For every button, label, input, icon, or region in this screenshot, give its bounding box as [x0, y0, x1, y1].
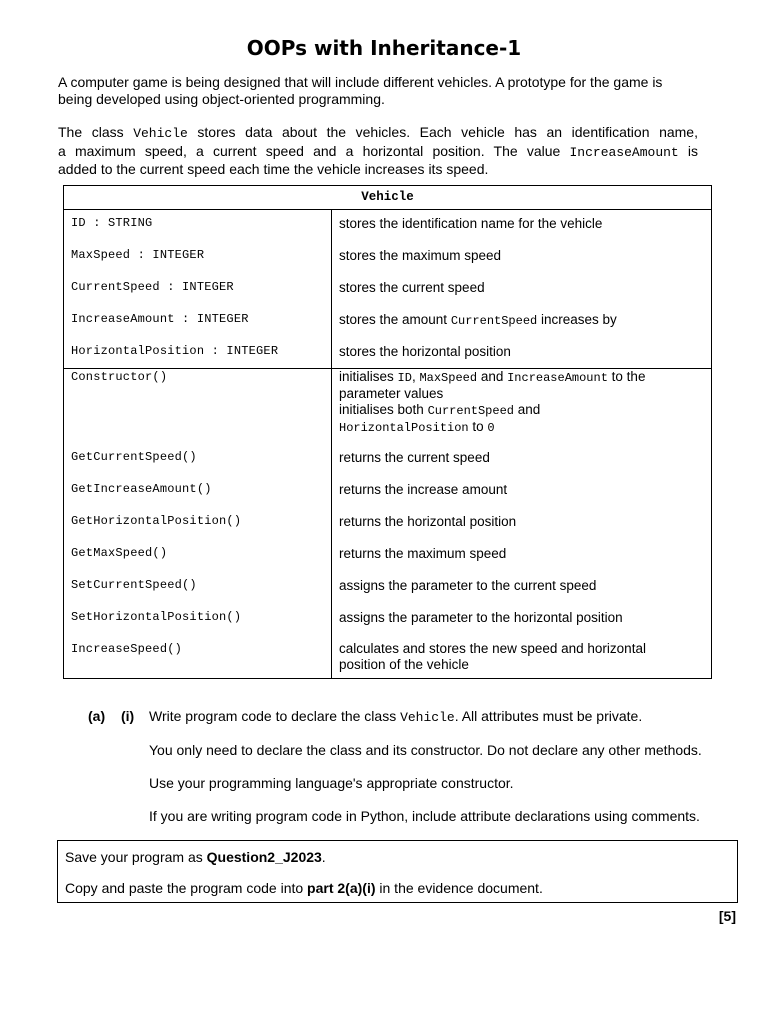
attribute-name: CurrentSpeed : INTEGER [71, 280, 234, 294]
increase-amount-code: IncreaseAmount [569, 144, 679, 160]
attribute-name: HorizontalPosition : INTEGER [71, 344, 279, 358]
intro-line-1: The class Vehicle stores data about the vehicles. Each vehicle has an identification name, [58, 124, 698, 141]
question-line-1: Write program code to declare the class Vehicle. All attributes must be private. [149, 708, 643, 725]
intro-paragraph-1: A computer game is being designed that will include different vehicles. A prototype for the game is being developed using object-oriented programming. [58, 74, 663, 107]
copy-line: Copy and paste the program code into part 2(a)(i) in the evidence document. [65, 880, 543, 896]
method-name: GetMaxSpeed() [71, 546, 168, 560]
marks-indicator: [5] [718, 908, 736, 924]
method-desc: returns the maximum speed [339, 546, 507, 561]
attribute-name: ID : STRING [71, 216, 153, 230]
question-line-4: If you are writing program code in Python, include attribute declarations using comments. [149, 808, 700, 824]
class-name-code: Vehicle [400, 710, 455, 725]
column-divider [331, 209, 332, 678]
method-desc: returns the increase amount [339, 482, 508, 497]
method-name: Constructor() [71, 370, 168, 384]
method-desc: returns the horizontal position [339, 514, 517, 529]
intro-paragraph-2 [58, 124, 698, 178]
method-desc: returns the current speed [339, 450, 490, 465]
method-name: IncreaseSpeed() [71, 642, 183, 656]
method-name: SetHorizontalPosition() [71, 610, 242, 624]
question-line-3: Use your programming language's appropriate constructor. [149, 775, 514, 791]
constructor-desc: initialises ID, MaxSpeed and IncreaseAmount to the parameter values initialises both CurrentSpeed and HorizontalPosition to 0 [339, 369, 646, 435]
method-name: SetCurrentSpeed() [71, 578, 197, 592]
question-subpart-label: (i) [121, 708, 135, 724]
attribute-desc: stores the current speed [339, 280, 485, 295]
intro-line-3: added to the current speed each time the vehicle increases its speed. [58, 161, 489, 177]
class-name-code: Vehicle [133, 126, 188, 141]
method-desc: calculates and stores the new speed and horizontal position of the vehicle [339, 641, 646, 672]
attribute-desc: stores the identification name for the vehicle [339, 216, 603, 231]
attribute-desc: stores the maximum speed [339, 248, 502, 263]
method-name: GetCurrentSpeed() [71, 450, 197, 464]
attribute-desc: stores the amount CurrentSpeed increases by [339, 312, 617, 328]
question-line-2: You only need to declare the class and its constructor. Do not declare any other methods. [149, 742, 702, 758]
question-part-label: (a) [88, 708, 106, 724]
method-desc: assigns the parameter to the current speed [339, 578, 597, 593]
method-desc: assigns the parameter to the horizontal position [339, 610, 623, 625]
vehicle-class-table [63, 185, 712, 679]
attribute-name: IncreaseAmount : INTEGER [71, 312, 249, 326]
attribute-name: MaxSpeed : INTEGER [71, 248, 205, 262]
method-name: GetHorizontalPosition() [71, 514, 242, 528]
page-title: OOPs with Inheritance-1 [246, 36, 522, 60]
class-table-header: Vehicle [64, 186, 711, 210]
attribute-desc: stores the horizontal position [339, 344, 511, 359]
method-name: GetIncreaseAmount() [71, 482, 212, 496]
intro-line-2: a maximum speed, a current speed and a horizontal position. The value IncreaseAmount is [58, 142, 699, 160]
save-line: Save your program as Question2_J2023. [65, 849, 326, 865]
save-instructions-box [57, 840, 738, 903]
